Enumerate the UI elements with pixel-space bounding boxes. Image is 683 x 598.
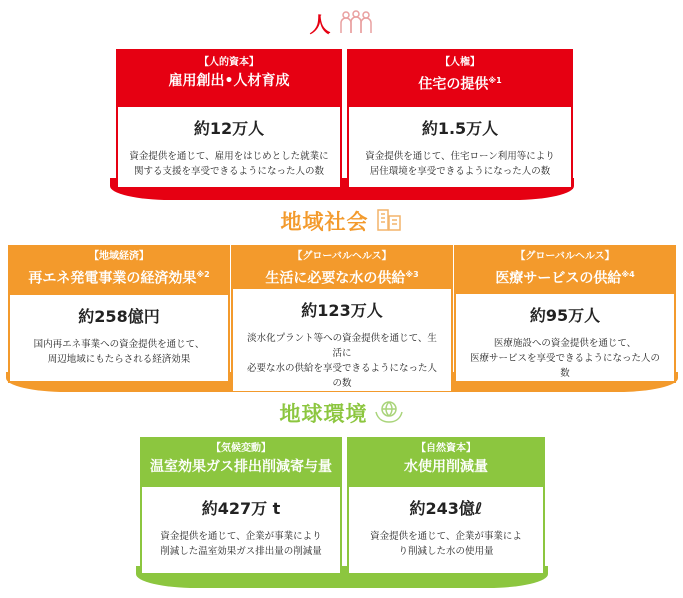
card-description: 国内再エネ事業への資金提供を通じて、 周辺地域にもたらされる経済効果 (33, 339, 205, 365)
card-water-supply (231, 245, 453, 389)
footnote-mark: ※2 (196, 270, 210, 279)
card-description: 医療施設への資金提供を通じて、 医療サービスを享受できるようになった人の数 (469, 338, 660, 379)
card-value: 約427万 t (201, 499, 281, 518)
card-body (349, 107, 571, 187)
card-tag: 【グローバルヘルス】 (292, 251, 392, 262)
card-value: 約12万人 (193, 119, 265, 138)
card-regional-economy (8, 245, 230, 383)
card-value: 約243億ℓ (409, 499, 483, 518)
card-title: 温室効果ガス排出削減寄与量 (150, 459, 332, 475)
card-human-rights (347, 49, 573, 189)
card-value: 約258億円 (78, 307, 160, 326)
card-tag: 【地域経済】 (89, 251, 149, 262)
card-title: 雇用創出•人材育成 (168, 73, 290, 89)
card-header (142, 439, 340, 487)
card-body (349, 487, 543, 573)
card-description: 資金提供を通じて、企業が事業により 削減した温室効果ガス排出量の削減量 (160, 531, 322, 557)
card-body (142, 487, 340, 573)
card-title: 生活に必要な水の供給$^{※3}$ (265, 270, 419, 287)
footnote-mark: ※4 (621, 270, 635, 279)
globe-hands-icon (374, 398, 404, 428)
card-body (118, 107, 340, 187)
card-tag: 【自然資本】 (416, 443, 476, 454)
card-header (233, 247, 451, 289)
card-climate-change (140, 437, 342, 575)
footnote-mark: ※3 (405, 270, 419, 279)
card-tag: 【人的資本】 (199, 57, 259, 68)
card-tag: 【人権】 (440, 57, 480, 68)
section-title-environment (0, 398, 683, 428)
section-title-community (0, 206, 683, 236)
card-header (349, 439, 543, 487)
card-human-capital (116, 49, 342, 189)
card-body (456, 294, 674, 381)
card-title: 医療サービスの供給$^{※4}$ (495, 270, 635, 287)
people-group-icon (338, 9, 374, 39)
card-description: 資金提供を通じて、企業が事業によ り削減した水の使用量 (370, 531, 522, 557)
footnote-mark: ※1 (488, 76, 502, 85)
card-tag: 【気候変動】 (211, 443, 271, 454)
card-title: 水使用削減量 (404, 459, 488, 475)
card-body (233, 289, 451, 391)
section-title-community-text: 地域社会 (280, 210, 369, 234)
card-header (118, 51, 340, 107)
card-value: 約1.5万人 (421, 119, 499, 138)
card-header (456, 247, 674, 294)
card-header (10, 247, 228, 295)
card-description: 資金提供を通じて、住宅ローン利用等により 居住環境を享受できるようになった人の数 (365, 151, 555, 177)
card-title: 再エネ発電事業の経済効果$^{※2}$ (28, 270, 210, 287)
card-title: 住宅の提供$^{※1}$ (418, 76, 502, 93)
card-value: 約123万人 (301, 300, 383, 320)
card-tag: 【グローバルヘルス】 (515, 251, 615, 262)
section-title-people-text: 人 (309, 13, 332, 37)
card-body (10, 295, 228, 381)
card-description: 淡水化プラント等への資金提供を通じて、生活に 必要な水の供給を享受できるようになった人の数 (246, 332, 437, 389)
card-medical-services (454, 245, 676, 383)
card-description: 資金提供を通じて、雇用をはじめとした就業に 関する支援を享受できるようになった人の数 (129, 151, 329, 177)
card-value: 約95万人 (529, 306, 601, 325)
section-title-people (0, 10, 683, 38)
card-natural-capital (347, 437, 545, 575)
card-header (349, 51, 571, 107)
buildings-icon (375, 206, 403, 236)
section-title-environment-text: 地球環境 (279, 402, 368, 426)
